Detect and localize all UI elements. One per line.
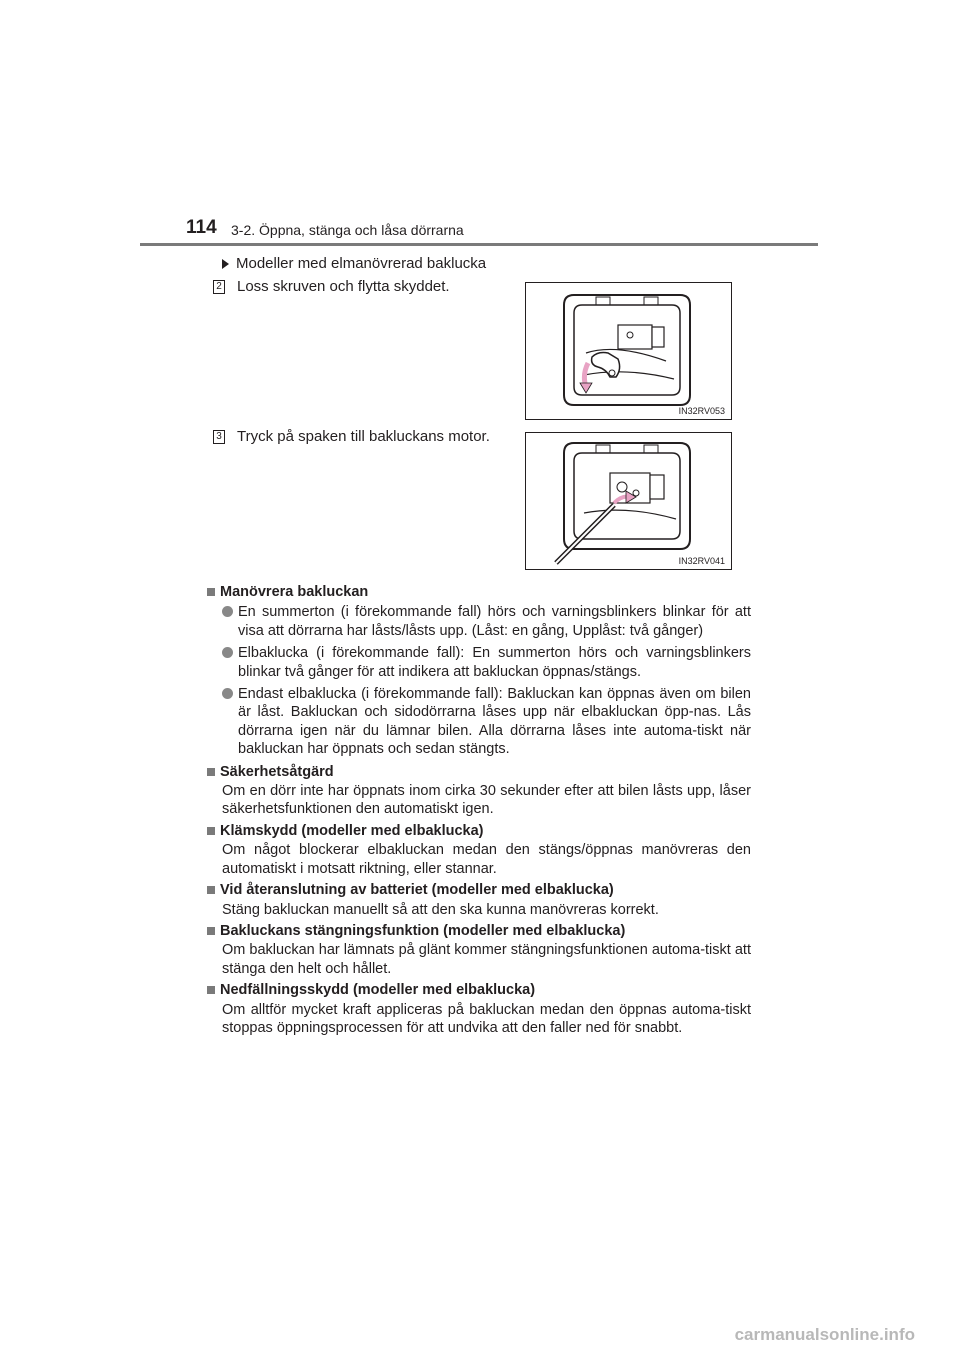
header-rule — [140, 243, 818, 246]
page-number: 114 — [186, 217, 217, 238]
section-text: Om alltför mycket kraft appliceras på bakluckan medan den öppnas automa-tiskt stoppas öppningsprocessen för att undvika att den faller ned för snabbt. — [222, 1001, 751, 1036]
triangle-marker-icon — [222, 259, 229, 269]
section-operate-tailgate — [207, 583, 751, 759]
section-title: Klämskydd (modeller med elbaklucka) — [207, 822, 751, 840]
tailgate-motor-illustration — [526, 433, 731, 569]
watermark: carmanualsonline.info — [734, 1325, 915, 1344]
figure-code: IN32RV053 — [678, 406, 725, 416]
section-jam-protection — [207, 822, 751, 878]
step-number: 2 — [213, 280, 225, 294]
section-safety-measure — [207, 763, 751, 819]
list-item: Endast elbaklucka (i förekommande fall): Bakluckan kan öppnas även om bilen är låst. Bakluckan och sidodörrarna låses upp när elbakluckan öpp-nas. Lås dörrarna igen när du lämnar bilen. Alla dörrarna låses inte automa-tiskt när bakluckan har öppnats och sedan stängts. — [219, 685, 751, 759]
bullet-dot-icon — [222, 606, 233, 617]
section-fall-protection — [207, 981, 751, 1037]
section-text: Om en dörr inte har öppnats inom cirka 30 sekunder efter att bilen låsts upp, låser säkerhetsfunktionen den automatiskt igen. — [222, 783, 751, 818]
section-title: Vid återanslutning av batteriet (modeller med elbaklucka) — [207, 881, 751, 899]
section-title: Nedfällningsskydd (modeller med elbaklucka) — [207, 981, 751, 999]
square-marker-icon — [207, 927, 215, 935]
step-2 — [213, 278, 450, 295]
chapter-title: 3-2. Öppna, stänga och låsa dörrarna — [231, 222, 464, 238]
tailgate-cover-illustration — [526, 283, 731, 419]
content-body — [207, 583, 751, 1040]
model-heading — [222, 255, 486, 272]
step-text: Tryck på spaken till bakluckans motor. — [237, 428, 490, 445]
section-text: Stäng bakluckan manuellt så att den ska kunna manövreras korrekt. — [222, 901, 659, 918]
section-title: Manövrera bakluckan — [207, 583, 751, 601]
section-title: Bakluckans stängningsfunktion (modeller med elbaklucka) — [207, 922, 751, 940]
step-3 — [213, 428, 490, 445]
figure-remove-cover — [525, 282, 732, 420]
section-text: Om något blockerar elbakluckan medan den stängs/öppnas manövreras den automatiskt i motsatt riktning, eller stannar. — [222, 842, 751, 877]
square-marker-icon — [207, 986, 215, 994]
figure-code: IN32RV041 — [678, 556, 725, 566]
list-item: Elbaklucka (i förekommande fall): En summerton hörs och varningsblinkers blinkar två gånger för att indikera att bakluckan öppnas/stängs. — [219, 644, 751, 681]
model-heading-text: Modeller med elmanövrerad baklucka — [236, 255, 487, 272]
section-battery-reconnect — [207, 881, 751, 919]
section-closing-function — [207, 922, 751, 978]
bullet-dot-icon — [222, 647, 233, 658]
section-text: Om bakluckan har lämnats på glänt kommer stängningsfunktionen automa-tiskt att stänga den helt och hållet. — [222, 942, 751, 977]
square-marker-icon — [207, 827, 215, 835]
square-marker-icon — [207, 588, 215, 596]
figure-press-lever — [525, 432, 732, 570]
square-marker-icon — [207, 768, 215, 776]
square-marker-icon — [207, 886, 215, 894]
step-text: Loss skruven och flytta skyddet. — [237, 278, 450, 295]
section-title: Säkerhetsåtgärd — [207, 763, 751, 781]
step-number: 3 — [213, 430, 225, 444]
list-item: En summerton (i förekommande fall) hörs och varningsblinkers blinkar för att visa att dörrarna har låsts/låsts upp. (Låst: en gång, Upplåst: två gånger) — [219, 603, 751, 640]
bullet-dot-icon — [222, 688, 233, 699]
